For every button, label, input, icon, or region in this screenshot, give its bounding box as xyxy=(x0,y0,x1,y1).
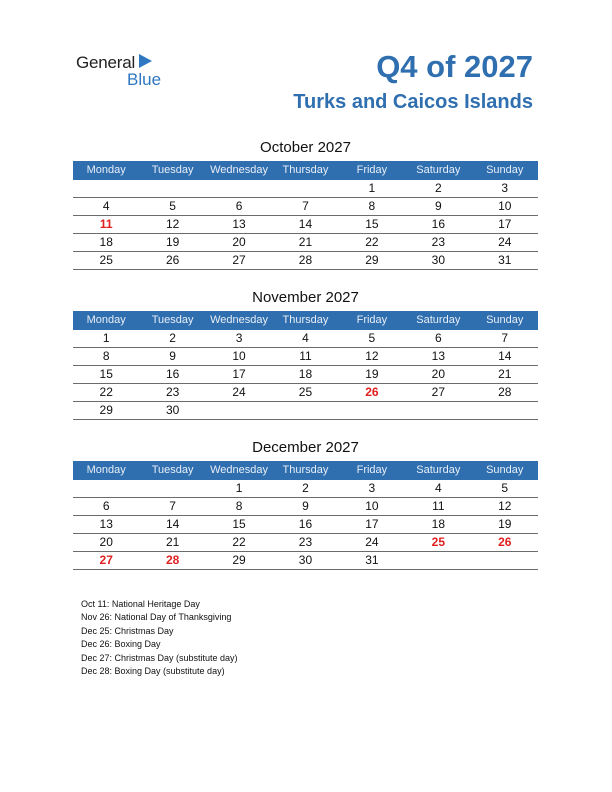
weekday-header xyxy=(73,161,538,180)
day-cell: 10 xyxy=(498,199,512,213)
day-cell: 29 xyxy=(365,253,379,267)
day-cell xyxy=(73,480,139,497)
holiday-note: Dec 28: Boxing Day (substitute day) xyxy=(81,666,225,677)
day-cell xyxy=(139,480,205,497)
holiday-note: Nov 26: National Day of Thanksgiving xyxy=(81,612,232,623)
day-cell: 29 xyxy=(99,403,113,417)
day-cell: 11 xyxy=(299,349,312,363)
day-cell: 7 xyxy=(169,499,176,513)
logo-text-general: General xyxy=(76,53,136,72)
week-row xyxy=(73,180,538,198)
week-row xyxy=(73,252,538,270)
day-cell: 15 xyxy=(232,517,246,531)
day-cell: 3 xyxy=(368,481,376,495)
weekday-label: Tuesday xyxy=(151,314,194,326)
day-cell: 24 xyxy=(498,235,512,249)
country-subtitle: Turks and Caicos Islands xyxy=(293,91,533,113)
weekday-label: Thursday xyxy=(282,314,329,326)
day-cell: 4 xyxy=(102,199,110,213)
day-cell: 9 xyxy=(434,199,442,213)
weekday-label: Saturday xyxy=(416,164,461,176)
day-cell xyxy=(405,552,471,569)
day-cell: 4 xyxy=(434,481,442,495)
holiday-day-cell: 28 xyxy=(165,553,180,567)
day-cell: 20 xyxy=(431,367,445,381)
month-december xyxy=(73,437,538,570)
day-cell: 5 xyxy=(501,481,509,495)
weekday-label: Wednesday xyxy=(210,464,268,476)
day-cell: 10 xyxy=(232,349,246,363)
holiday-day-cell: 25 xyxy=(431,535,445,549)
day-cell: 31 xyxy=(365,553,379,567)
month-title: November 2027 xyxy=(252,289,359,306)
holiday-note: Dec 27: Christmas Day (substitute day) xyxy=(81,652,238,663)
day-cell: 18 xyxy=(431,517,445,531)
weekday-label: Friday xyxy=(356,314,388,326)
day-cell: 6 xyxy=(434,331,442,345)
weekday-label: Wednesday xyxy=(210,314,268,326)
day-cell xyxy=(73,180,139,197)
day-cell: 22 xyxy=(232,535,246,549)
holiday-day-cell: 26 xyxy=(365,385,379,399)
weekday-label: Sunday xyxy=(486,314,524,326)
weekday-label: Saturday xyxy=(416,464,461,476)
day-cell: 19 xyxy=(498,517,512,531)
day-cell: 4 xyxy=(302,331,309,345)
day-cell xyxy=(272,402,338,419)
day-cell: 21 xyxy=(298,235,313,249)
day-cell: 9 xyxy=(169,349,176,363)
day-cell: 26 xyxy=(165,253,180,267)
day-cell: 6 xyxy=(102,499,110,513)
day-cell: 27 xyxy=(431,385,445,399)
day-cell: 17 xyxy=(232,367,246,381)
logo-flag-icon xyxy=(139,54,152,68)
holiday-note: Dec 26: Boxing Day xyxy=(81,639,161,650)
day-cell xyxy=(206,180,272,197)
day-cell: 13 xyxy=(431,349,445,363)
day-cell: 18 xyxy=(99,235,113,249)
day-cell: 23 xyxy=(298,535,313,549)
day-cell: 24 xyxy=(232,385,246,399)
day-cell: 17 xyxy=(498,217,512,231)
day-cell: 22 xyxy=(365,235,379,249)
weekday-label: Friday xyxy=(356,164,388,176)
weekday-label: Saturday xyxy=(416,314,461,326)
day-cell: 12 xyxy=(365,349,379,363)
day-cell: 29 xyxy=(232,553,246,567)
day-cell: 25 xyxy=(298,385,313,399)
day-cell: 17 xyxy=(365,517,379,531)
day-cell: 8 xyxy=(235,499,243,513)
month-title: October 2027 xyxy=(260,139,351,156)
month-october xyxy=(73,137,538,270)
logo-text-blue: Blue xyxy=(127,70,162,89)
week-row xyxy=(73,330,538,348)
week-row xyxy=(73,480,538,498)
week-row xyxy=(73,552,538,570)
day-cell: 21 xyxy=(165,535,180,549)
week-row xyxy=(73,498,538,516)
day-cell: 25 xyxy=(99,253,113,267)
day-cell: 16 xyxy=(298,517,313,531)
holiday-note: Dec 25: Christmas Day xyxy=(81,625,174,636)
day-cell: 2 xyxy=(169,331,176,345)
day-cell xyxy=(139,180,205,197)
day-cell: 28 xyxy=(498,385,512,399)
holiday-day-cell: 26 xyxy=(498,535,512,549)
month-november xyxy=(73,287,538,420)
day-cell: 14 xyxy=(498,349,512,363)
day-cell xyxy=(339,402,405,419)
day-cell: 14 xyxy=(165,517,180,531)
day-cell: 18 xyxy=(298,367,313,381)
day-cell: 27 xyxy=(232,253,246,267)
day-cell: 30 xyxy=(431,253,445,267)
weekday-label: Sunday xyxy=(486,164,524,176)
month-title: December 2027 xyxy=(252,439,359,456)
day-cell: 20 xyxy=(232,235,246,249)
week-row xyxy=(73,234,538,252)
day-cell: 15 xyxy=(99,367,113,381)
day-cell: 7 xyxy=(302,199,309,213)
day-cell xyxy=(272,180,338,197)
holiday-day-cell: 27 xyxy=(99,553,113,567)
weekday-label: Wednesday xyxy=(210,164,268,176)
weekday-label: Thursday xyxy=(282,164,329,176)
day-cell xyxy=(472,402,538,419)
holiday-day-cell: 11 xyxy=(99,217,113,231)
weekday-label: Monday xyxy=(86,464,126,476)
day-cell: 15 xyxy=(365,217,379,231)
day-cell: 2 xyxy=(302,481,309,495)
weekday-label: Tuesday xyxy=(151,164,194,176)
day-cell: 1 xyxy=(368,181,376,195)
day-cell: 3 xyxy=(501,181,509,195)
day-cell: 1 xyxy=(235,481,243,495)
day-cell: 16 xyxy=(165,367,180,381)
day-cell: 24 xyxy=(365,535,379,549)
day-cell: 23 xyxy=(431,235,445,249)
weekday-header xyxy=(73,461,538,480)
day-cell: 8 xyxy=(368,199,376,213)
day-cell: 10 xyxy=(365,499,379,513)
weekday-label: Thursday xyxy=(282,464,329,476)
day-cell xyxy=(472,552,538,569)
day-cell: 22 xyxy=(99,385,113,399)
day-cell: 28 xyxy=(298,253,313,267)
week-row xyxy=(73,534,538,552)
day-cell: 6 xyxy=(235,199,243,213)
week-row xyxy=(73,198,538,216)
day-cell: 14 xyxy=(298,217,313,231)
weekday-label: Tuesday xyxy=(151,464,194,476)
day-cell: 20 xyxy=(99,535,113,549)
day-cell xyxy=(405,402,471,419)
weekday-header xyxy=(73,311,538,330)
day-cell: 12 xyxy=(165,217,180,231)
weekday-label: Monday xyxy=(86,314,126,326)
page-title: Q4 of 2027 xyxy=(376,49,533,84)
day-cell: 12 xyxy=(498,499,512,513)
day-cell: 19 xyxy=(165,235,180,249)
day-cell: 30 xyxy=(165,403,180,417)
day-cell: 7 xyxy=(501,331,509,345)
weekday-label: Friday xyxy=(356,464,388,476)
day-cell: 1 xyxy=(102,331,110,345)
day-cell: 5 xyxy=(368,331,376,345)
week-row xyxy=(73,348,538,366)
weekday-label: Sunday xyxy=(486,464,524,476)
day-cell: 19 xyxy=(365,367,379,381)
day-cell: 2 xyxy=(434,181,442,195)
day-cell: 16 xyxy=(431,217,445,231)
weekday-label: Monday xyxy=(86,164,126,176)
week-row xyxy=(73,366,538,384)
day-cell: 9 xyxy=(302,499,309,513)
day-cell: 8 xyxy=(102,349,110,363)
week-row xyxy=(73,402,538,420)
day-cell: 23 xyxy=(165,385,180,399)
day-cell: 21 xyxy=(498,367,512,381)
week-row xyxy=(73,384,538,402)
day-cell xyxy=(206,402,272,419)
day-cell: 31 xyxy=(498,253,512,267)
day-cell: 30 xyxy=(298,553,313,567)
holiday-notes xyxy=(81,598,238,678)
week-row xyxy=(73,216,538,234)
day-cell: 3 xyxy=(235,331,243,345)
week-row xyxy=(73,516,538,534)
day-cell: 11 xyxy=(432,499,445,513)
day-cell: 13 xyxy=(232,217,246,231)
day-cell: 13 xyxy=(99,517,113,531)
day-cell: 5 xyxy=(169,199,176,213)
holiday-note: Oct 11: National Heritage Day xyxy=(81,599,200,609)
